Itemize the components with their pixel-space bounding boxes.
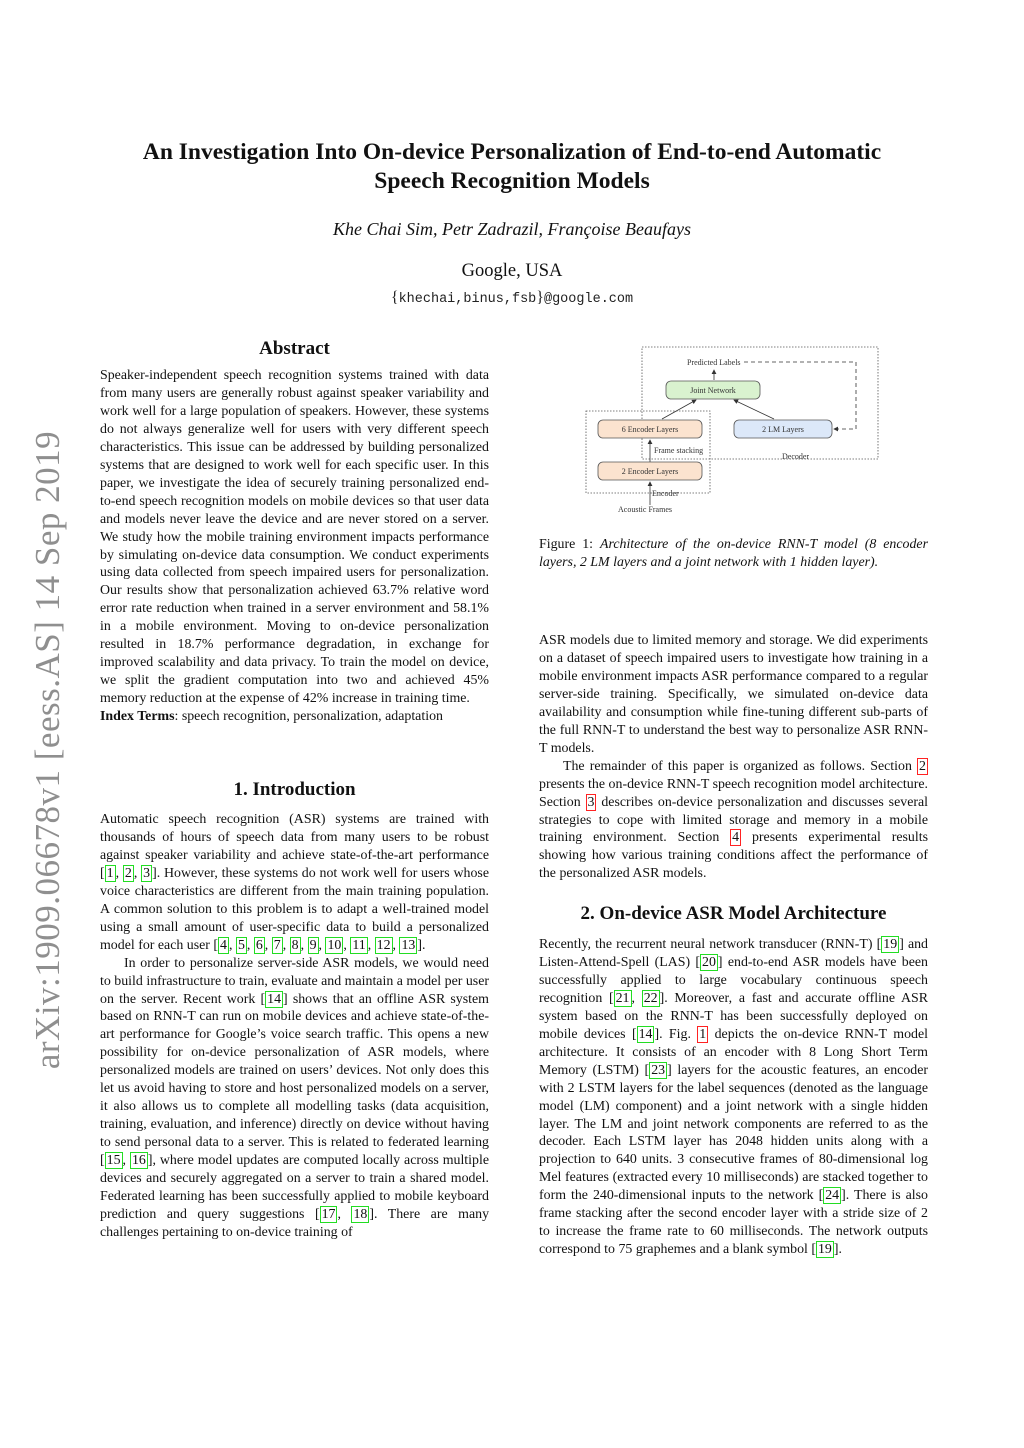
citation-link[interactable]: 15	[106, 1153, 121, 1169]
decoder-frame	[642, 347, 878, 459]
arxiv-identifier: arXiv:1909.06678v1 [eess.AS] 14 Sep 2019	[28, 430, 67, 1070]
right-column-intro	[539, 632, 928, 883]
section-2-paragraph: Recently, the recurrent neural network transducer (RNN-T) [ 19 ] and Listen-Attend-Spell (LAS) [ 20 ] end-to-end ASR models have been successfully applied to large vocabulary continuous speech recognition [ 21 , 22 ]. Moreover, a fast and accurate offline ASR system based on the RNN-T has been successfully deployed on mobile devices [ 14 ]. Fig. 1 depicts the on-device RNN-T model architecture. It consists of an encoder with 8 Long Short Term Memory (LSTM) [ 23 ] layers for the acoustic features, an encoder with 2 LSTM layers for the label sequences (denoted as the language model (LM) component) and a joint network with a single hidden layer. The LM and joint network components are referred to as the decoder. Each LSTM layer has 2048 hidden units along with a projection to 640 units. 3 consecutive frames of 80-dimensional log Mel features (extracted every 10 milliseconds) are stacked together to form the 240-dimensional inputs to the network [ 24 ]. There is also frame stacking after the second encoder layer with a stride size of 2 to increase the frame rate to 60 milliseconds. The network outputs correspond to 75 graphemes and a blank symbol [ 19 ].	[539, 937, 928, 1258]
citation-link[interactable]: 2	[124, 865, 132, 881]
citation-link[interactable]: 24	[825, 1188, 840, 1204]
intro-paragraph-1: Automatic speech recognition (ASR) systems are trained with thousands of hours of speech data from many users to be robust against speaker variability and achieve state-of-the-art performance [ 1 , 2 , 3 ]. However, these systems do not work well for users whose voice characteristics are different from the main training population. A common solution to this problem is to adapt a well-trained model using a small amount of user-specific data to build a personalized model for each user [ 4 , 5 , 6 , 7 , 8 , 9 , 10 , 11 , 12 , 13 ].	[100, 812, 490, 953]
citation-link[interactable]: 8	[291, 937, 299, 953]
encoder-2-label: 2 Encoder Layers	[621, 467, 679, 476]
frame-stacking-label: Frame stacking	[654, 446, 704, 455]
citation-link[interactable]: 23	[651, 1062, 666, 1078]
citation-link[interactable]: 3	[143, 865, 151, 881]
figure-caption-label: Figure 1:	[539, 537, 594, 552]
paper-title	[100, 138, 924, 196]
citation-link[interactable]: 4	[220, 937, 227, 953]
decoder-label: Decoder	[782, 452, 810, 461]
email: {khechai,binus,fsb}@google.com	[390, 289, 634, 307]
citation-link[interactable]: 14	[267, 991, 282, 1007]
affiliation: Google, USA	[461, 261, 563, 281]
feedback-arrow	[744, 362, 856, 429]
citation-link[interactable]: 13	[401, 937, 416, 953]
citation-link[interactable]: 19	[883, 937, 898, 952]
intro-body	[100, 811, 489, 1242]
title-line-1: An Investigation Into On-device Personalization of End-to-end Automatic	[142, 139, 882, 165]
intro-paragraph-2: In order to personalize server-side ASR models, we would need to build infrastructure to train, evaluate and maintain a model per user on the server. Recent work [ 14 ] shows that an offline ASR system based on RNN-T can run on mobile devices and achieve state-of-the-art performance for Google’s voice search traffic. This opens a new possibility for on-device personalization of ASR models, where personalized models are trained on users’ devices. Not only does this let us avoid having to store and host personalized models on a server, it also allows us to complete all modelling tasks (data acquisition, training, evaluation, and inference) directly on device without having to send personal data to a server. This is related to federated learning [ 15 , 16 ], where model updates are computed locally across multiple devices and securely aggregated on a server to train a shared model. Federated learning has been successfully applied to mobile keyboard prediction and query suggestions [ 17 , 18 ]. There are many challenges pertaining to on-device training of	[100, 955, 490, 1240]
index-terms-label: Index Terms	[100, 709, 175, 725]
lm-layers-label: 2 LM Layers	[762, 425, 804, 434]
index-terms	[100, 708, 489, 726]
citation-link[interactable]: 18	[353, 1206, 368, 1222]
joint-network-label: Joint Network	[690, 386, 736, 395]
citation-link[interactable]: 11	[352, 937, 366, 953]
section-link[interactable]: 4	[732, 830, 740, 846]
section-1-heading: 1. Introduction	[233, 779, 356, 800]
section-link[interactable]: 2	[919, 758, 926, 774]
figure-1-caption	[539, 536, 928, 572]
email-users: khechai,binus,fsb	[398, 292, 537, 307]
authors: Khe Chai Sim, Petr Zadrazil, Françoise Beaufays	[333, 219, 691, 239]
intro-paragraph-3: ASR models due to limited memory and storage. We did experiments on a dataset of speech impaired users to investigate how training in a mobile environment impacts ASR performance compared to a regular server-side training. Specifically, we simulated on-device data availability and consumption while fine-tuning different sub-parts of the full RNN-T to understand the best way to personalize ASR RNN-T models.	[539, 633, 928, 756]
citation-link[interactable]: 12	[376, 937, 391, 953]
citation-link[interactable]: 19	[817, 1242, 832, 1258]
figure-caption-text: Architecture of the on-device RNN-T model (8 encoder layers, 2 LM layers and a joint network with 1 hidden layer).	[539, 537, 928, 570]
citation-link[interactable]: 6	[255, 937, 263, 953]
abstract-text: Speaker-independent speech recognition systems trained with data from many users are generally robust against speaker variability and work well for a large population of speakers. However, these systems do not always generalize well for users with very different speech characteristics. This issue can be addressed by building personalized systems that are designed to work well for each specific user. In this paper, we investigate the idea of securely training personalized end-to-end speech recognition models on mobile devices so that user data and models never leave the device and are never stored on a server. We study how the mobile training environment impacts performance by simulating on-device data consumption. We conduct experiments using data collected from speech impaired users for personalization. Our results show that personalization achieved 63.7% relative word error rate reduction when trained in a server environment and 58.1% in a mobile environment. Moving to on-device personalization resulted in 18.7% performance degradation, in exchange for improved scalability and data privacy. To train the model on device, we split the gradient computation into two and achieved 45% memory reduction at the expense of 42% increase in training time.	[100, 368, 489, 707]
figure-link[interactable]: 1	[699, 1026, 707, 1042]
citation-link[interactable]: 7	[273, 937, 281, 953]
citation-link[interactable]: 16	[131, 1153, 146, 1169]
index-terms-text: : speech recognition, personalization, adaptation	[174, 709, 443, 725]
citation-link[interactable]: 14	[638, 1026, 653, 1042]
section-link[interactable]: 3	[587, 794, 595, 810]
citation-link[interactable]: 21	[615, 990, 630, 1006]
intro-paragraph-4: The remainder of this paper is organized as follows. Section 2 presents the on-device RNN-T speech recognition model architecture. Section 3 describes on-device personalization and discusses several strategies to cope with limited storage and memory in a mobile training environment. Section 4 presents experimental results showing how various training conditions affect the performance of the personalized ASR models.	[539, 758, 929, 882]
acoustic-frames-label: Acoustic Frames	[618, 505, 672, 514]
citation-link[interactable]: 22	[643, 990, 658, 1006]
section-2-heading: 2. On-device ASR Model Architecture	[580, 903, 887, 924]
predicted-labels-label: Predicted Labels	[687, 358, 741, 367]
citation-link[interactable]: 17	[321, 1206, 336, 1222]
section-2-body	[539, 936, 928, 1259]
citation-link[interactable]: 9	[309, 937, 317, 953]
citation-link[interactable]: 5	[237, 937, 245, 953]
abstract-body	[100, 367, 489, 726]
encoder-6-label: 6 Encoder Layers	[621, 425, 679, 434]
encoder-label: Encoder	[652, 489, 679, 498]
figure-1-diagram	[584, 345, 884, 515]
citation-link[interactable]: 10	[327, 937, 342, 953]
abstract-heading: Abstract	[259, 338, 330, 359]
citation-link[interactable]: 20	[702, 954, 716, 970]
title-line-2: Speech Recognition Models	[374, 168, 650, 194]
citation-link[interactable]: 1	[106, 865, 114, 881]
email-domain: @google.com	[543, 292, 634, 307]
